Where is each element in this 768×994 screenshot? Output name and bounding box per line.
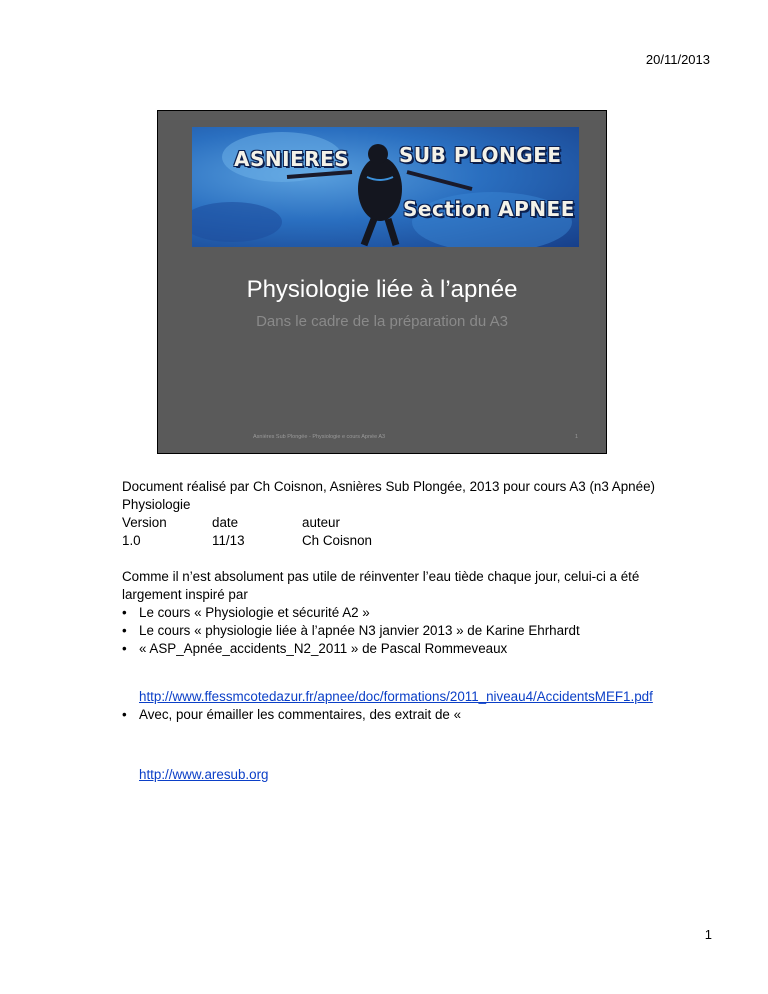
slide-thumbnail [157,110,607,454]
bullet-icon: • [122,707,127,722]
intro-text: Document réalisé par Ch Coisnon, Asnières Sub Plongée, 2013 pour cours A3 (n3 Apnée) Physiologie [122,479,655,512]
author-value: Ch Coisnon [302,533,372,548]
document-body [122,478,662,784]
list-item [122,640,662,658]
bullet-text: « ASP_Apnée_accidents_N2_2011 » de Pascal Rommeveaux [139,641,508,656]
bullet-icon: • [122,605,127,620]
list-item [122,604,662,622]
version-value: 1.0 [122,533,141,548]
banner-word-asnieres: ASNIERES [234,147,350,171]
bullet-text: Avec, pour émailler les commentaires, des extrait de « [139,707,462,722]
bullet-icon: • [122,641,127,656]
version-table [122,514,662,550]
banner-word-sub-plongee: SUB PLONGEE [399,143,562,167]
aresub-link[interactable]: http://www.aresub.org [139,767,269,782]
ffessm-link[interactable]: http://www.ffessmcotedazur.fr/apnee/doc/formations/2011_niveau4/AccidentsMEF1.pdf [139,689,653,704]
date-header: date [212,515,239,530]
slide-subtitle: Dans le cadre de la préparation du A3 [256,313,508,330]
slide-footer: Asnières Sub Plongée - Physiologie e cours Apnée A3 [253,434,386,440]
page-number: 1 [704,927,712,942]
header-date: 20/11/2013 [645,52,710,67]
slide-title: Physiologie liée à l’apnée [246,276,518,303]
banner-word-section-apnee: Section APNEE [403,197,575,221]
bullet-text: Le cours « Physiologie et sécurité A2 » [139,605,370,620]
slide-number: 1 [574,434,578,440]
date-value: 11/13 [212,533,245,548]
author-header: auteur [302,515,340,530]
version-header: Version [122,515,167,530]
inspiration-text: Comme il n’est absolument pas utile de réinventer l’eau tiède chaque jour, celui-ci a été largement inspiré par [122,569,640,602]
list-item [122,706,662,724]
list-item [122,622,662,640]
bullet-text: Le cours « physiologie liée à l’apnée N3 janvier 2013 » de Karine Ehrhardt [139,623,580,638]
bullet-icon: • [122,623,127,638]
club-banner [192,127,579,247]
